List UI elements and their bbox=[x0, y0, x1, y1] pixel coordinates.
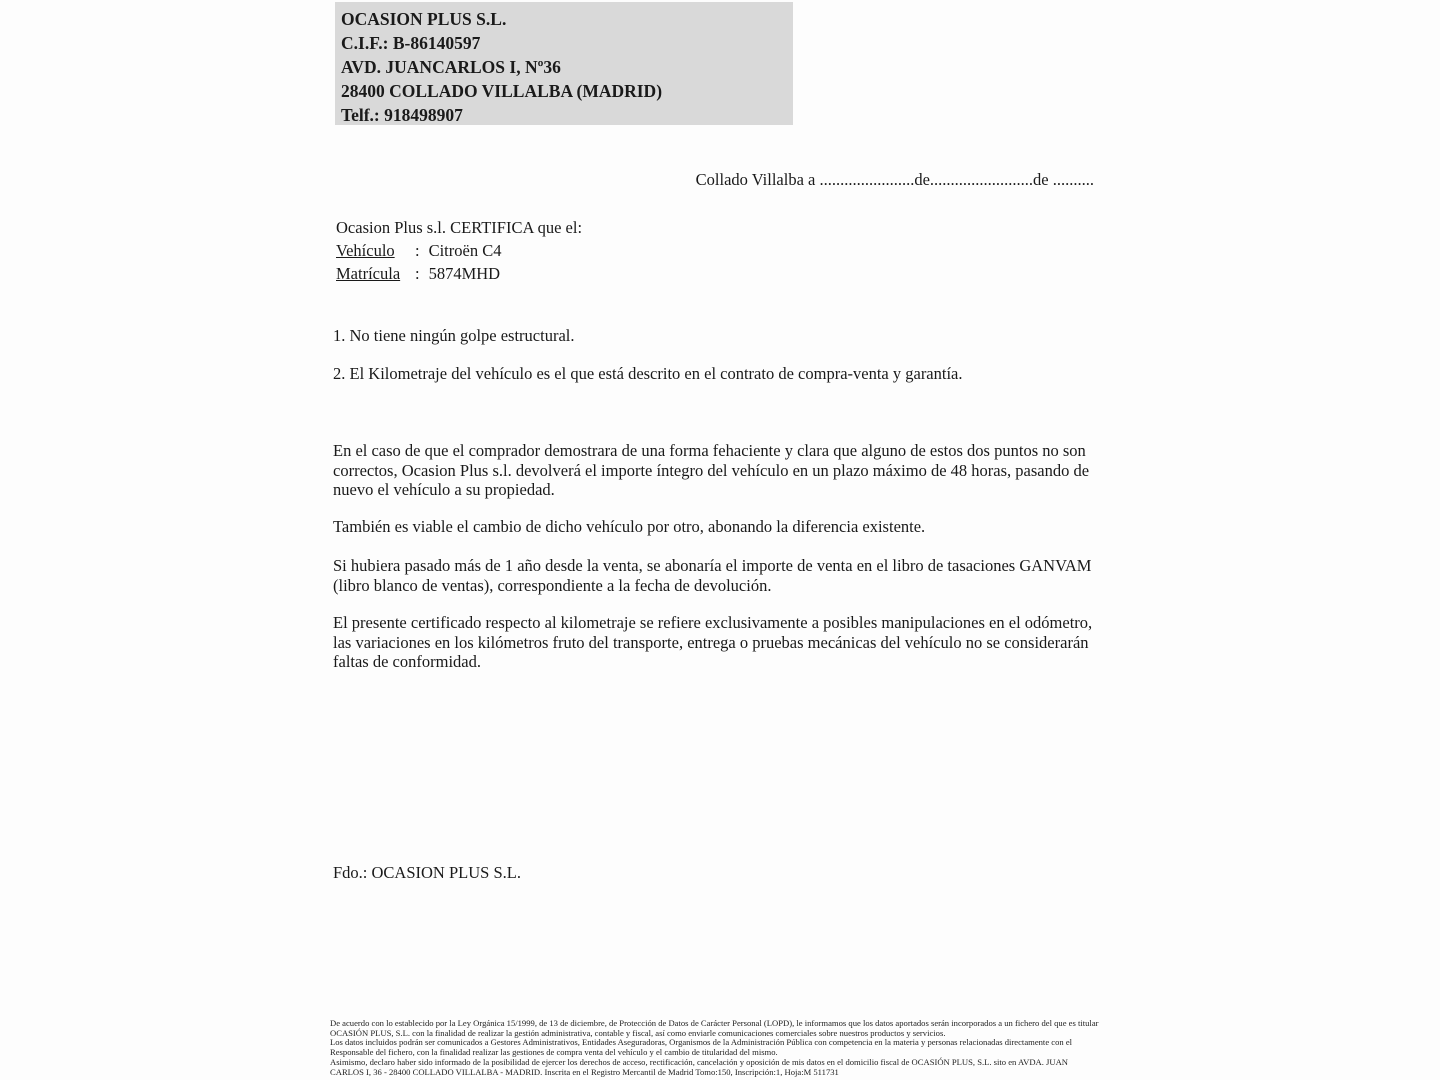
company-cif: C.I.F.: B-86140597 bbox=[341, 33, 481, 53]
certification-block bbox=[336, 216, 582, 286]
plate-label: Matrícula bbox=[336, 264, 401, 284]
company-address: AVD. JUANCARLOS I, Nº36 bbox=[341, 57, 561, 77]
company-phone: Telf.: 918498907 bbox=[341, 105, 463, 125]
company-city: 28400 COLLADO VILLALBA (MADRID) bbox=[341, 81, 663, 101]
legal-line: OCASIÓN PLUS, S.L. con la finalidad de realizar la gestión administrativa, contable y fiscal, así como enviarle comunicaciones comerciales sobre nuestros productos y servicios. bbox=[330, 1027, 946, 1038]
clause-mileage: 2. El Kilometraje del vehículo es el que está descrito en el contrato de compra-venta y garantía. bbox=[333, 364, 963, 383]
paragraph-refund: En el caso de que el comprador demostrara de una forma fehaciente y clara que alguno de estos dos puntos no son correctos, Ocasion Plus s.l. devolverá el importe íntegro del vehículo en un plazo máximo de 48 horas, pasando de nuevo el vehículo a su propiedad. bbox=[333, 441, 1090, 499]
vehicle-value: Citroën C4 bbox=[428, 241, 502, 261]
paragraph-exchange: También es viable el cambio de dicho vehículo por otro, abonando la diferencia existente. bbox=[333, 517, 926, 536]
plate-separator: : bbox=[415, 264, 420, 284]
vehicle-label: Vehículo bbox=[336, 241, 395, 261]
date-line: Collado Villalba a .......................de.........................de .......... bbox=[695, 170, 1094, 189]
legal-line: Los datos incluidos podrán ser comunicados a Gestores Administrativos, Entidades Aseguradoras, Organismos de la Administración Pública con competencia en la materia y personas relacionadas directamente con el bbox=[330, 1037, 1073, 1048]
company-header-box bbox=[335, 2, 793, 125]
legal-line: Asimismo, declaro haber sido informado de la posibilidad de ejercer los derechos de acceso, rectificación, cancelación y oposición de mis datos en el domicilio fiscal de OCASIÓN PLUS, S.L. sito en AVDA. JUAN bbox=[330, 1056, 1069, 1067]
vehicle-separator: : bbox=[415, 241, 420, 261]
vehicle-field-row bbox=[336, 239, 582, 262]
company-name: OCASION PLUS S.L. bbox=[341, 9, 507, 29]
paragraph-odometer: El presente certificado respecto al kilometraje se refiere exclusivamente a posibles manipulaciones en el odómetro, las variaciones en los kilómetros fruto del transporte, entrega o pruebas mecánicas del vehículo no se considerarán faltas de conformidad. bbox=[333, 613, 1093, 671]
plate-value: 5874MHD bbox=[428, 264, 501, 284]
legal-footer bbox=[330, 1019, 1430, 1077]
legal-line: De acuerdo con lo establecido por la Ley Orgánica 15/1999, de 13 de diciembre, de Protección de Datos de Carácter Personal (LOPD), le informamos que los datos aportados serán incorporados a un fichero del que es titular bbox=[330, 1018, 1099, 1028]
certify-intro: Ocasion Plus s.l. CERTIFICA que el: bbox=[336, 218, 583, 237]
paragraph-ganvam: Si hubiera pasado más de 1 año desde la venta, se abonaría el importe de venta en el libro de tasaciones GANVAM (libro blanco de ventas), correspondiente a la fecha de devolución. bbox=[333, 556, 1092, 595]
legal-line: CARLOS I, 36 - 28400 COLLADO VILLALBA - MADRID. Inscrita en el Registro Mercantil de Madrid Tomo:150, Inscripción:1, Hoja:M 511731 bbox=[330, 1066, 839, 1077]
plate-field-row bbox=[336, 262, 582, 285]
legal-line: Responsable del fichero, con la finalidad realizar las gestiones de compra venta del vehículo y el cambio de titularidad del mismo. bbox=[330, 1047, 778, 1058]
clause-structural: 1. No tiene ningún golpe estructural. bbox=[333, 326, 575, 345]
signature-line: Fdo.: OCASION PLUS S.L. bbox=[333, 863, 521, 882]
